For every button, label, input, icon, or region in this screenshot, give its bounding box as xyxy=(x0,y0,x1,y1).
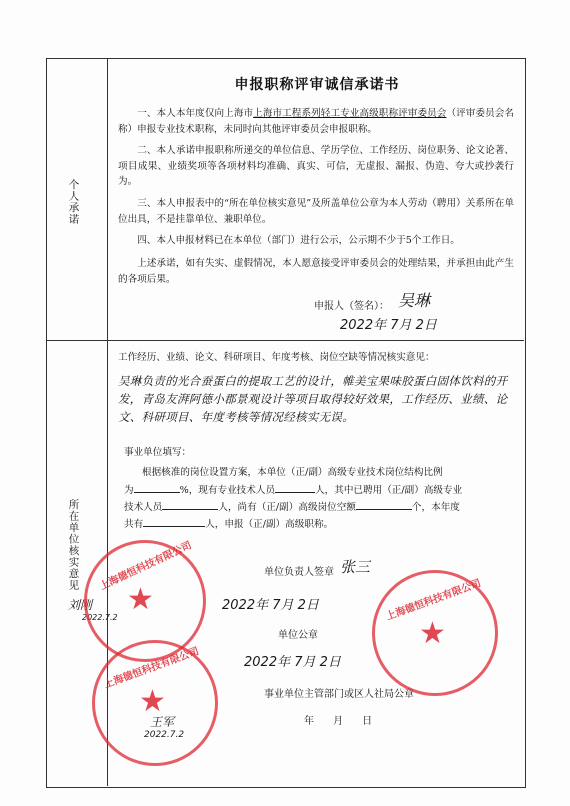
inst-text: 个，本年度 xyxy=(411,502,460,513)
side-label-personal-commitment xyxy=(53,172,93,232)
seal-company-name: 上海德恒科技有限公司 xyxy=(98,540,194,593)
unit-seal-date: 2022年 7月 2日 xyxy=(244,655,341,670)
company-seal-bottom-left xyxy=(92,640,218,766)
commitment-paragraph-1 xyxy=(118,106,514,137)
side-label-text: 所在单位核实意见 xyxy=(67,499,80,591)
verification-handwritten-opinion: 吴琳负责的光合蚕蛋白的提取工艺的设计，帷美宝果味胶蛋白固体饮料的开发，青岛友湃阿德小郡景观设计等项目取得较好效果，工作经历、业绩、论文、科研项目、年度考核等情况经核实无误。 xyxy=(118,374,508,424)
p1-lead: 一、本人本年度仅向上海市 xyxy=(137,108,254,119)
seal-star-icon: ★ xyxy=(419,616,446,651)
inst-text: 为 xyxy=(124,485,134,496)
left-date-1: 2022.7.2 xyxy=(82,613,118,622)
authority-date: 年 月 日 xyxy=(304,716,373,727)
blank-applicant-count xyxy=(143,516,205,527)
inst-text: 人，尚有（正/副）高级岗位空额 xyxy=(218,502,356,513)
institution-line-4 xyxy=(124,516,514,533)
committee-name: 上海市工程系列轻工专业高级职称评审委员会 xyxy=(253,108,447,119)
left-signature-2: 王军 xyxy=(150,715,175,729)
verification-intro: 工作经历、业绩、论文、科研项目、年度考核、岗位空缺等情况核实意见： xyxy=(118,352,435,363)
signer-signature: 吴琳 xyxy=(398,291,431,310)
institution-section-title: 事业单位填写： xyxy=(124,447,192,458)
unit-leader-signature: 张三 xyxy=(340,558,371,576)
inst-text: 技术人员 xyxy=(124,502,163,513)
institution-line-3 xyxy=(124,499,514,516)
unit-leader-label: 单位负责人签章 xyxy=(264,567,334,578)
institution-line-2 xyxy=(124,482,514,499)
inst-text: 人，其中已聘用（正/副）高级专业 xyxy=(315,485,463,496)
section-divider xyxy=(46,340,524,341)
blank-ratio xyxy=(134,482,180,493)
seal-company-name: 上海德恒科技有限公司 xyxy=(384,578,483,623)
blank-staff-count xyxy=(275,482,315,493)
commitment-paragraph-3: 三、本人申报表中的“所在单位核实意见”及所盖单位公章为本人劳动（聘用）关系所在单位出具，不是挂靠单位、兼职单位。 xyxy=(118,198,514,225)
inst-text: %，现有专业技术人员 xyxy=(179,485,276,496)
unit-leader-date: 2022年 7月 2日 xyxy=(222,598,319,613)
company-seal-right xyxy=(372,570,498,696)
institution-line-1: 根据核准的岗位设置方案，本单位（正/副）高级专业技术岗位结构比例 xyxy=(142,467,443,478)
commitment-paragraph-2: 二、本人承诺申报职称所递交的单位信息、学历学位、工作经历、岗位职务、论文论著、项目成果、业绩奖项等各项材料均准确、真实、可信，无虚报、漏报、伪造、夸大或抄袭行为。 xyxy=(118,145,514,187)
blank-vacancy xyxy=(356,499,412,510)
inst-text: 人，申报（正/副）高级职称。 xyxy=(205,519,334,530)
commitment-paragraph-5: 上述承诺，如有失实、虚假情况，本人愿意接受评审委员会的处理结果，并承担由此产生的各项后果。 xyxy=(118,258,514,285)
signer-label: 申报人（签名）： xyxy=(314,301,389,312)
side-label-text: 个人承诺 xyxy=(67,179,80,225)
seal-star-icon: ★ xyxy=(139,684,166,719)
authority-seal-label: 事业单位主管部门或区人社局公章 xyxy=(264,689,414,700)
signer-date: 2022年 7月 2日 xyxy=(340,318,437,333)
p1-tail: （评审委员会名称）申报专业技术职称，未同时向其他评审委员会申报职称。 xyxy=(118,108,515,135)
inst-text: 共有 xyxy=(124,519,144,530)
left-signature-1: 刘刚 xyxy=(68,598,93,612)
blank-hired-count xyxy=(162,499,218,510)
seal-star-icon: ★ xyxy=(127,582,154,617)
seal-company-name: 上海德恒科技有限公司 xyxy=(102,646,201,691)
left-date-2: 2022.7.2 xyxy=(144,730,185,740)
unit-seal-label: 单位公章 xyxy=(278,630,318,641)
commitment-paragraph-4: 四、本人申报材料已在本单位（部门）进行公示，公示期不少于5个工作日。 xyxy=(137,235,460,246)
document-title: 申报职称评审诚信承诺书 xyxy=(234,77,400,93)
